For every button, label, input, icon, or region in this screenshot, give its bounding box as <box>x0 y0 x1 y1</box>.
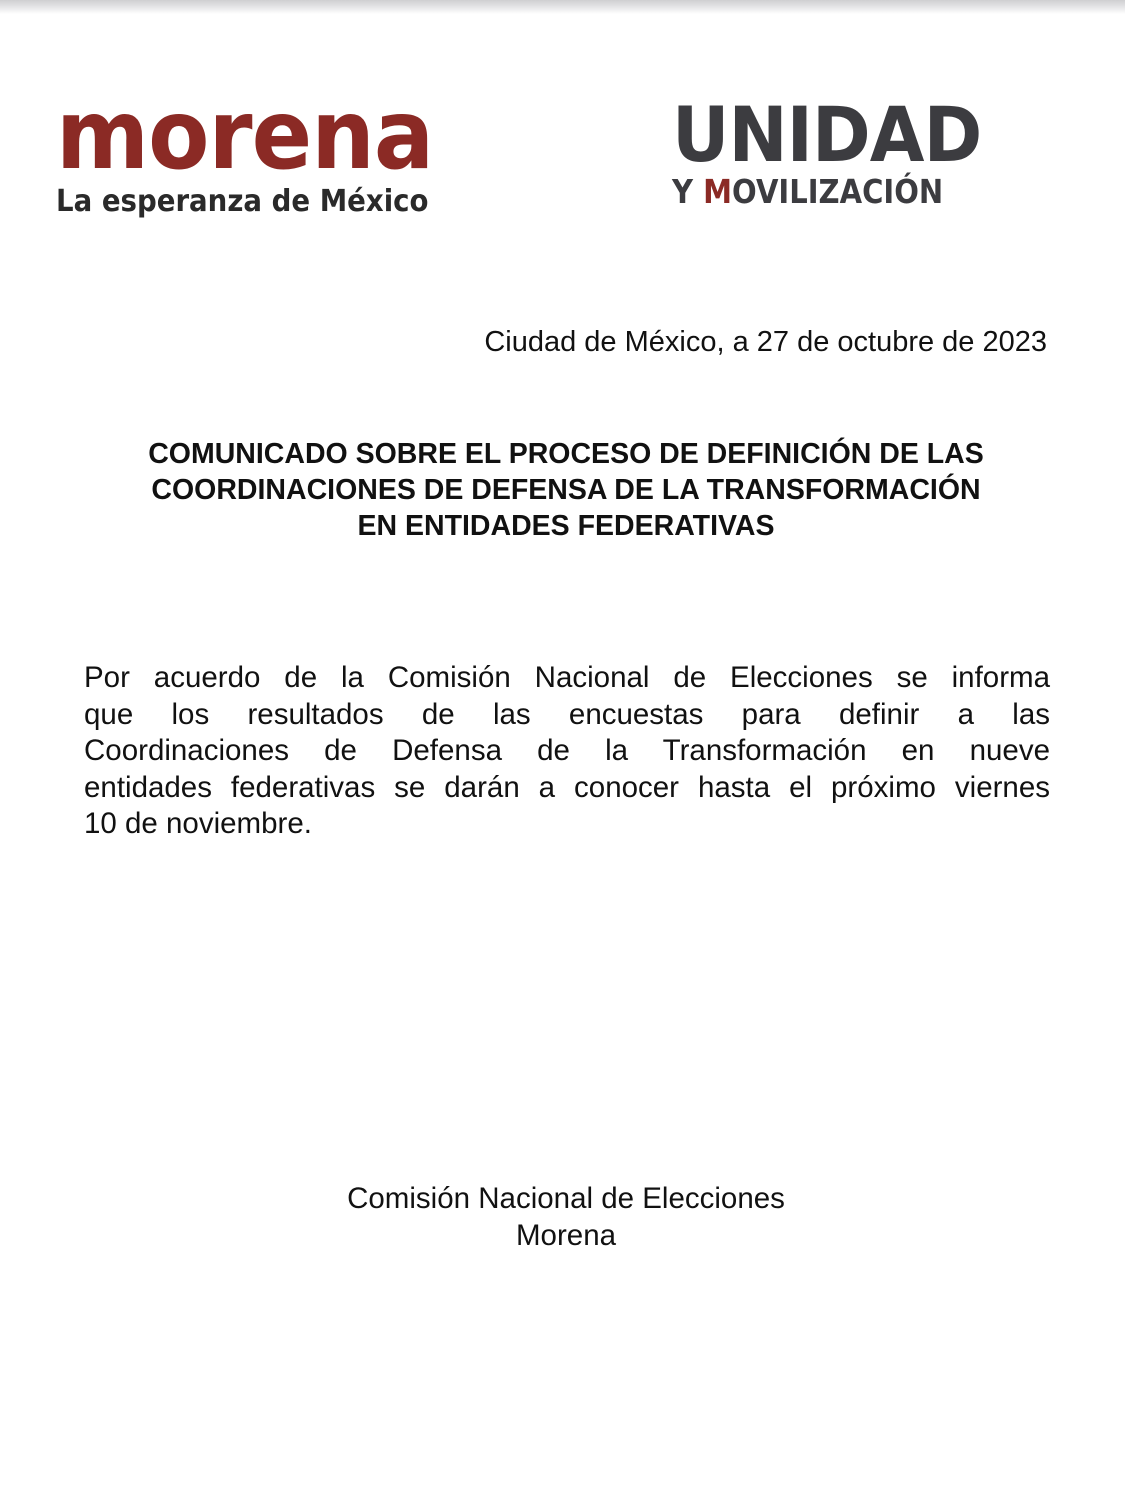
morena-logo <box>56 79 466 220</box>
body-line-2: que los resultados de las encuestas para definir a las <box>84 697 1050 731</box>
unidad-movilizacion-logo <box>672 90 1032 212</box>
body-line-4: entidades federativas se darán a conocer hasta el próximo viernes <box>84 770 1050 804</box>
title-line-1: COMUNICADO SOBRE EL PROCESO DE DEFINICIÓN DE LAS <box>148 438 984 470</box>
movilizacion-wordmark <box>672 172 989 212</box>
movilizacion-accent-letter: M <box>703 172 733 211</box>
body-line-1: Por acuerdo de la Comisión Nacional de Elecciones se informa <box>84 661 1050 694</box>
movilizacion-rest: OVILIZACIÓN <box>732 172 944 211</box>
body-line-3: Coordinaciones de Defensa de la Transformación en nueve <box>84 734 1050 767</box>
morena-tagline: La esperanza de México <box>56 184 429 219</box>
unidad-wordmark: UNIDAD <box>672 90 982 179</box>
signature-block <box>316 1180 816 1254</box>
document-date: Ciudad de México, a 27 de octubre de 2023 <box>484 326 1047 358</box>
signature-party: Morena <box>515 1219 617 1252</box>
movilizacion-prefix: Y <box>672 172 704 211</box>
morena-wordmark: morena <box>56 79 434 191</box>
signature-organization: Comisión Nacional de Elecciones <box>347 1182 785 1215</box>
title-line-2: COORDINACIONES DE DEFENSA DE LA TRANSFORMACIÓN <box>151 474 981 506</box>
document-body <box>84 660 1050 843</box>
title-line-3: EN ENTIDADES FEDERATIVAS <box>357 510 775 542</box>
body-line-5: 10 de noviembre. <box>84 807 312 840</box>
document-title <box>80 436 1052 544</box>
